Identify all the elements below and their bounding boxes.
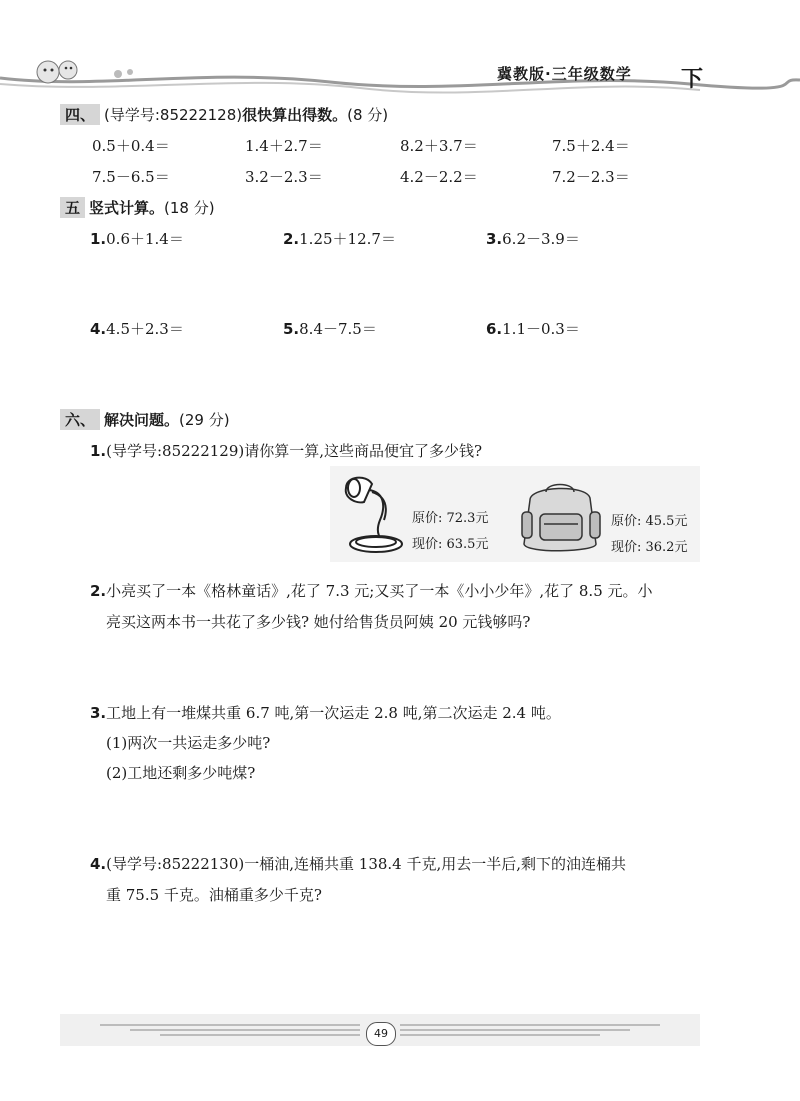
problem-3-sub1: (1)两次一共运走多少吨? [106, 734, 271, 752]
vertical-calc-1: 1.0.6＋1.4＝ [90, 230, 184, 248]
problem-3-line1: 3.工地上有一堆煤共重 6.7 吨,第一次运走 2.8 吨,第二次运走 2.4 吨。 [90, 704, 561, 722]
section4-ref: (导学号:85222128) [104, 106, 243, 124]
header-volume: 下 [681, 67, 704, 92]
header-edition: 冀教版·三年级数学 [497, 65, 632, 83]
vertical-calc-5: 5.8.4－7.5＝ [283, 320, 377, 338]
section5-title: 竖式计算。 [89, 199, 165, 217]
calc-4-7: 4.2－2.2＝ [400, 168, 478, 186]
problem-1: 1.(导学号:85222129)请你算一算,这些商品便宜了多少钱? [90, 442, 483, 460]
section4-tag: 四、 [60, 104, 100, 125]
calc-4-5: 7.5－6.5＝ [92, 168, 170, 186]
section6-tag: 六、 [60, 409, 100, 430]
header-decoration [0, 60, 800, 100]
section5-tag: 五 [60, 197, 85, 218]
vertical-calc-3: 3.6.2－3.9＝ [486, 230, 580, 248]
vertical-calc-2: 2.1.25＋12.7＝ [283, 230, 396, 248]
problem-2-line2: 亮买这两本书一共花了多少钱? 她付给售货员阿姨 20 元钱够吗? [106, 613, 531, 631]
footer-decoration [0, 1010, 800, 1050]
problem-4-line1: 4.(导学号:85222130)一桶油,连桶共重 138.4 千克,用去一半后,剩下的油连桶共 [90, 855, 627, 873]
page-number: 49 [366, 1022, 396, 1046]
problem-3-sub2: (2)工地还剩多少吨煤? [106, 764, 256, 782]
calc-4-3: 8.2＋3.7＝ [400, 137, 478, 155]
section6-title: 解决问题。 [104, 411, 180, 429]
section6-heading [60, 409, 230, 430]
section4-heading [60, 104, 388, 125]
problem-2-line1: 2.小亮买了一本《格林童话》,花了 7.3 元;又买了一本《小小少年》,花了 8.5 元。小 [90, 582, 653, 600]
desk-lamp-icon [336, 472, 406, 556]
problem-4-line2: 重 75.5 千克。油桶重多少千克? [106, 886, 322, 904]
vertical-calc-6: 6.1.1－0.3＝ [486, 320, 580, 338]
calc-4-1: 0.5＋0.4＝ [92, 137, 170, 155]
lamp-original-price: 原价: 72.3元 [412, 511, 489, 526]
section5-heading [60, 197, 215, 218]
vertical-calc-4: 4.4.5＋2.3＝ [90, 320, 184, 338]
section6-score: (29 分) [179, 411, 230, 429]
backpack-icon [516, 478, 606, 558]
bag-original-price: 原价: 45.5元 [611, 514, 688, 529]
section4-score: (8 分) [347, 106, 389, 124]
lamp-current-price: 现价: 63.5元 [412, 537, 489, 552]
calc-4-4: 7.5＋2.4＝ [552, 137, 630, 155]
calc-4-8: 7.2－2.3＝ [552, 168, 630, 186]
section4-title: 很快算出得数。 [242, 106, 348, 124]
calc-4-2: 1.4＋2.7＝ [245, 137, 323, 155]
bag-current-price: 现价: 36.2元 [611, 540, 688, 555]
section5-score: (18 分) [164, 199, 215, 217]
calc-4-6: 3.2－2.3＝ [245, 168, 323, 186]
